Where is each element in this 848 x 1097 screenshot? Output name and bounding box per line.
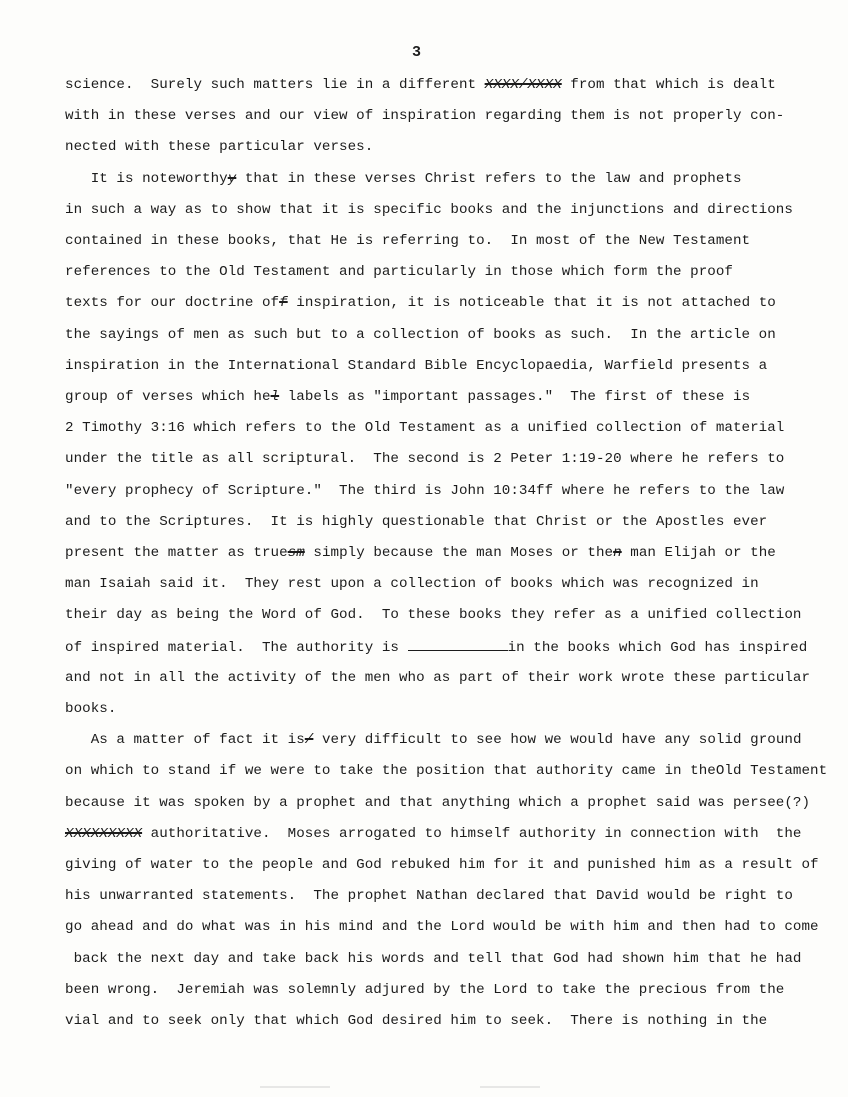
text-line <box>65 294 776 312</box>
text-segment: because it was spoken by a prophet and that anything which a prophet said was persee(?) <box>65 794 811 811</box>
text-segment: contained in these books, that He is referring to. In most of the New Testament <box>65 233 751 249</box>
text-line <box>65 326 776 344</box>
text-segment: man Isaiah said it. They rest upon a collection of books which was recognized in <box>65 576 759 593</box>
text-line <box>65 482 784 500</box>
text-segment: in such a way as to show that it is specific books and the injunctions and directions <box>65 201 793 218</box>
text-segment: in the books which God has inspired <box>507 639 808 656</box>
text-segment: science. Surely such matters lie in a different <box>65 77 485 93</box>
text-segment: that in these verses Christ refers to the law and prophets <box>236 170 742 187</box>
text-segment: man Elijah or the <box>621 545 776 561</box>
text-segment: back the next day and take back his words and tell that God had shown him that he had <box>65 950 802 967</box>
text-line <box>65 201 793 219</box>
text-line <box>65 232 750 250</box>
page-number: 3 <box>412 44 422 61</box>
text-line <box>65 544 776 562</box>
text-segment: been wrong. Jeremiah was solemnly adjured by the Lord to take the precious from the <box>65 981 785 998</box>
struck-out-text: / <box>304 732 314 749</box>
text-line <box>65 638 807 657</box>
text-segment: vial and to seek only that which God desired him to seek. There is nothing in the <box>65 1013 768 1029</box>
fill-in-blank <box>408 638 508 651</box>
struck-out-text: sm <box>287 545 305 561</box>
text-segment: simply because the man Moses or the <box>304 545 614 561</box>
text-line <box>65 700 116 718</box>
text-segment: of inspired material. The authority is <box>65 639 408 656</box>
text-line <box>65 263 733 281</box>
scan-artifact <box>260 1086 330 1088</box>
text-line <box>65 575 759 593</box>
struck-out-text: XXXXXXXXX <box>65 825 143 842</box>
text-line <box>65 981 784 999</box>
struck-out-text: n <box>613 545 622 561</box>
text-segment: authoritative. Moses arrogated to himself authority in connection with the <box>142 825 802 842</box>
text-segment: nected with these particular verses. <box>65 139 374 156</box>
text-segment: books. <box>65 701 117 717</box>
struck-out-text: XXXX/XXXX <box>484 77 562 93</box>
text-segment: "every prophecy of Scripture." The third is John 10:34ff where he refers to the law <box>65 482 785 499</box>
text-line <box>65 950 802 968</box>
text-segment: his unwarranted statements. The prophet Nathan declared that David would be right to <box>65 888 793 905</box>
struck-out-text: f <box>279 295 288 312</box>
text-segment: As a matter of fact it is <box>65 732 305 749</box>
text-line <box>65 731 802 749</box>
text-segment: under the title as all scriptural. The second is 2 Peter 1:19-20 where he refers to <box>65 451 785 468</box>
text-segment: inspiration in the International Standard Bible Encyclopaedia, Warfield presents a <box>65 357 768 374</box>
text-segment: and to the Scriptures. It is highly questionable that Christ or the Apostles ever <box>65 513 768 530</box>
text-line <box>65 107 784 125</box>
text-line <box>65 825 802 843</box>
text-line <box>65 388 750 406</box>
text-segment: It is noteworthy <box>65 170 228 187</box>
text-line <box>65 606 802 624</box>
text-segment: the sayings of men as such but to a collection of books as such. In the article on <box>65 326 776 343</box>
text-line <box>65 138 373 156</box>
text-line <box>65 669 810 687</box>
text-segment: giving of water to the people and God rebuked him for it and punished him as a result of <box>65 857 819 873</box>
text-line <box>65 762 827 780</box>
text-line <box>65 856 819 874</box>
text-line <box>65 887 793 905</box>
text-segment: on which to stand if we were to take the position that authority came in theOld Testament <box>65 763 828 780</box>
text-segment: go ahead and do what was in his mind and the Lord would be with him and then had to come <box>65 919 819 936</box>
text-segment: labels as "important passages." The first of these is <box>279 389 751 405</box>
text-line <box>65 170 742 188</box>
text-line <box>65 357 767 375</box>
text-line <box>65 450 784 468</box>
struck-out-text: y <box>227 170 237 187</box>
text-segment: inspiration, it is noticeable that it is not attached to <box>287 295 776 312</box>
text-segment: very difficult to see how we would have any solid ground <box>313 732 802 749</box>
text-line <box>65 419 784 437</box>
text-segment: from that which is dealt <box>561 77 776 93</box>
text-line <box>65 76 776 94</box>
text-segment: and not in all the activity of the men who as part of their work wrote these particular <box>65 669 811 686</box>
text-segment: group of verses which he <box>65 389 271 405</box>
text-line <box>65 918 819 936</box>
text-segment: their day as being the Word of God. To these books they refer as a unified collection <box>65 607 802 624</box>
text-segment: 2 Timothy 3:16 which refers to the Old Testament as a unified collection of material <box>65 420 785 437</box>
text-segment: present the matter as true <box>65 545 288 561</box>
text-line <box>65 1012 767 1030</box>
text-segment: texts for our doctrine of <box>65 295 280 312</box>
text-line <box>65 794 810 812</box>
text-line <box>65 513 767 531</box>
struck-out-text: l <box>270 389 280 405</box>
scan-artifact <box>480 1086 540 1088</box>
text-segment: with in these verses and our view of inspiration regarding them is not properly con- <box>65 108 785 125</box>
text-segment: references to the Old Testament and particularly in those which form the proof <box>65 264 733 281</box>
